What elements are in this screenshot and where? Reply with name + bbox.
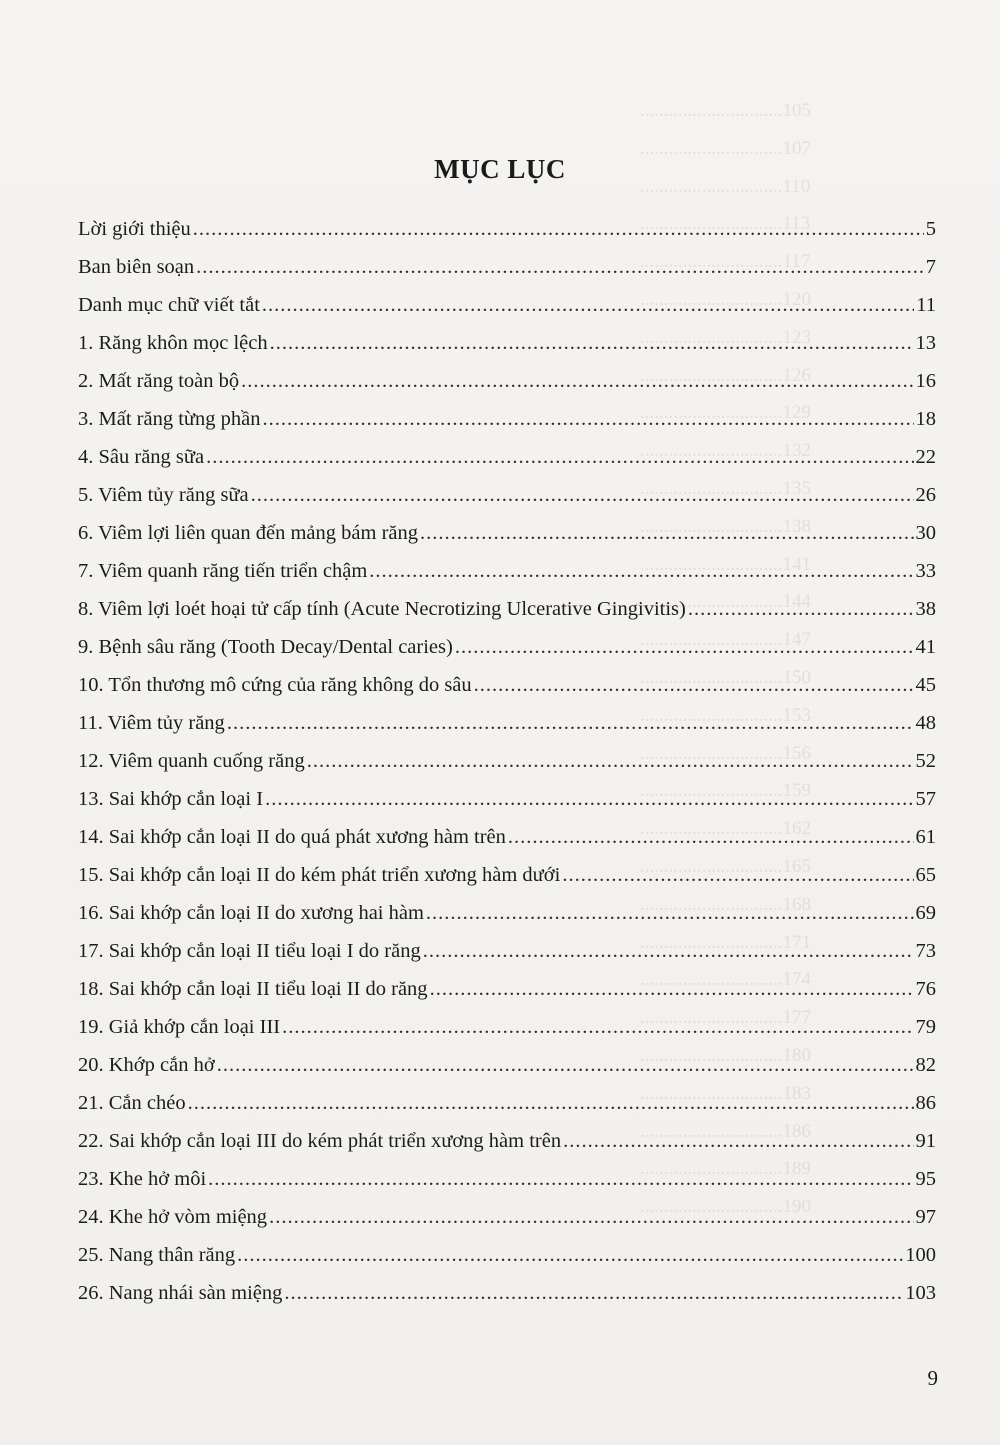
toc-entry-title: Danh mục chữ viết tắt	[78, 294, 260, 316]
toc-entry[interactable]	[78, 1092, 936, 1130]
page-title: MỤC LỤC	[434, 154, 566, 185]
toc-entry-page: 86	[915, 1092, 936, 1114]
toc-entry[interactable]	[78, 712, 936, 750]
dot-leader	[420, 522, 913, 545]
toc-entry[interactable]	[78, 1244, 936, 1282]
toc-entry-title: 10. Tổn thương mô cứng của răng không do sâu	[78, 674, 472, 696]
toc-entry-title: 26. Nang nhái sàn miệng	[78, 1282, 283, 1304]
toc-entry-title: 13. Sai khớp cắn loại I	[78, 788, 264, 810]
toc-entry[interactable]	[78, 332, 936, 370]
dot-leader	[474, 674, 914, 697]
toc-entry-page: 48	[915, 712, 936, 734]
dot-leader	[426, 902, 914, 925]
toc-entry-title: 6. Viêm lợi liên quan đến mảng bám răng	[78, 522, 419, 544]
toc-entry[interactable]	[78, 636, 936, 674]
toc-entry-title: 5. Viêm tủy răng sữa	[78, 484, 249, 506]
dot-leader	[562, 864, 913, 887]
toc-entry-title: 25. Nang thân răng	[78, 1244, 236, 1266]
toc-entry-title: 7. Viêm quanh răng tiến triển chậm	[78, 560, 368, 582]
toc-entry[interactable]	[78, 522, 936, 560]
dot-leader	[455, 636, 914, 659]
dot-leader	[237, 1244, 903, 1267]
toc-entry-title: 17. Sai khớp cắn loại II tiểu loại I do răng	[78, 940, 421, 962]
dot-leader	[227, 712, 914, 735]
toc-entry-title: 15. Sai khớp cắn loại II do kém phát triển xương hàm dưới	[78, 864, 561, 886]
toc-entry-page: 26	[915, 484, 936, 506]
toc-entry-page: 22	[915, 446, 936, 468]
dot-leader	[208, 1168, 913, 1191]
toc-entry[interactable]	[78, 218, 936, 256]
toc-entry[interactable]	[78, 598, 936, 636]
toc-entry[interactable]	[78, 788, 936, 826]
toc-entry-page: 18	[915, 408, 936, 430]
dot-leader	[265, 788, 913, 811]
toc-entry[interactable]	[78, 294, 936, 332]
toc-entry[interactable]	[78, 750, 936, 788]
toc-entry-title: 8. Viêm lợi loét hoại tử cấp tính (Acute Necrotizing Ulcerative Gingivitis)	[78, 598, 686, 620]
toc-entry-page: 69	[915, 902, 936, 924]
toc-entry-page: 100	[905, 1244, 936, 1266]
toc-entry-title: 16. Sai khớp cắn loại II do xương hai hàm	[78, 902, 424, 924]
dot-leader	[251, 484, 914, 507]
toc-entry-page: 97	[915, 1206, 936, 1228]
table-of-contents	[78, 218, 936, 1320]
toc-entry-title: 23. Khe hở môi	[78, 1168, 207, 1190]
dot-leader	[241, 370, 913, 393]
toc-entry-page: 13	[915, 332, 936, 354]
dot-leader	[688, 598, 914, 621]
toc-entry-page: 82	[915, 1054, 936, 1076]
toc-entry-title: 12. Viêm quanh cuống răng	[78, 750, 305, 772]
dot-leader	[430, 978, 914, 1001]
toc-entry-page: 65	[915, 864, 936, 886]
dot-leader	[193, 218, 924, 241]
toc-entry-title: 4. Sâu răng sữa	[78, 446, 205, 468]
toc-entry-page: 33	[915, 560, 936, 582]
dot-leader	[563, 1130, 913, 1153]
dot-leader	[206, 446, 913, 469]
dot-leader	[217, 1054, 914, 1077]
toc-entry-page: 11	[916, 294, 936, 316]
toc-entry-page: 41	[915, 636, 936, 658]
dot-leader	[423, 940, 914, 963]
toc-entry[interactable]	[78, 1054, 936, 1092]
toc-entry-page: 7	[925, 256, 936, 278]
toc-entry[interactable]	[78, 408, 936, 446]
toc-entry[interactable]	[78, 826, 936, 864]
toc-entry[interactable]	[78, 256, 936, 294]
toc-entry[interactable]	[78, 864, 936, 902]
toc-entry[interactable]	[78, 560, 936, 598]
show-through-text: ..............................105 ..............................107 ..............................110 ..............................113 ..............................117 ..............................120 ..............................123 ..............................126 ..............................129 ..............................132 ..............................135 ..............................138 ..............................141 ..............................144 ..............................147 ..............................150 ..............................153 ..............................156 ..............................159 ..............................162 ..............................165 ..............................168 ..............................171 ..............................174 ..............................177 ..............................180 ..............................183 ..............................186 ..............................189 ..............................190	[640, 100, 811, 1218]
toc-entry-title: 9. Bệnh sâu răng (Tooth Decay/Dental caries)	[78, 636, 453, 658]
toc-entry-title: 19. Giả khớp cắn loại III	[78, 1016, 281, 1038]
toc-entry-page: 16	[915, 370, 936, 392]
toc-entry-page: 45	[915, 674, 936, 696]
page-number: 9	[927, 1366, 938, 1390]
toc-entry[interactable]	[78, 1168, 936, 1206]
toc-entry[interactable]	[78, 446, 936, 484]
toc-entry-title: 18. Sai khớp cắn loại II tiểu loại II do răng	[78, 978, 428, 1000]
toc-entry-page: 30	[915, 522, 936, 544]
dot-leader	[284, 1282, 903, 1305]
dot-leader	[307, 750, 914, 773]
toc-entry[interactable]	[78, 484, 936, 522]
toc-entry-page: 61	[915, 826, 936, 848]
toc-entry-page: 5	[925, 218, 936, 240]
toc-entry[interactable]	[78, 1282, 936, 1320]
toc-entry-page: 95	[915, 1168, 936, 1190]
toc-entry-title: 22. Sai khớp cắn loại III do kém phát triển xương hàm trên	[78, 1130, 562, 1152]
toc-entry-title: 24. Khe hở vòm miệng	[78, 1206, 268, 1228]
toc-entry[interactable]	[78, 902, 936, 940]
toc-entry[interactable]	[78, 370, 936, 408]
dot-leader	[196, 256, 924, 279]
dot-leader	[262, 294, 914, 317]
toc-entry-page: 76	[915, 978, 936, 1000]
toc-entry[interactable]	[78, 1016, 936, 1054]
toc-entry[interactable]	[78, 1206, 936, 1244]
toc-entry[interactable]	[78, 674, 936, 712]
toc-entry-title: 1. Răng khôn mọc lệch	[78, 332, 268, 354]
toc-entry-page: 38	[915, 598, 936, 620]
toc-entry-title: 14. Sai khớp cắn loại II do quá phát xương hàm trên	[78, 826, 506, 848]
toc-entry-title: Ban biên soạn	[78, 256, 195, 278]
dot-leader	[270, 332, 914, 355]
toc-entry-title: Lời giới thiệu	[78, 218, 191, 240]
dot-leader	[282, 1016, 913, 1039]
dot-leader	[188, 1092, 914, 1115]
toc-entry-page: 57	[915, 788, 936, 810]
toc-entry-title: 3. Mất răng từng phần	[78, 408, 261, 430]
toc-entry-page: 91	[915, 1130, 936, 1152]
dot-leader	[262, 408, 913, 431]
toc-entry-title: 11. Viêm tủy răng	[78, 712, 225, 734]
dot-leader	[508, 826, 914, 849]
toc-entry-title: 21. Cắn chéo	[78, 1092, 186, 1114]
dot-leader	[269, 1206, 913, 1229]
toc-entry-page: 73	[915, 940, 936, 962]
toc-entry-title: 20. Khớp cắn hở	[78, 1054, 215, 1076]
toc-entry-page: 79	[915, 1016, 936, 1038]
toc-entry[interactable]	[78, 978, 936, 1016]
toc-entry-page: 103	[905, 1282, 936, 1304]
toc-entry[interactable]	[78, 940, 936, 978]
dot-leader	[369, 560, 913, 583]
toc-entry-page: 52	[915, 750, 936, 772]
toc-entry[interactable]	[78, 1130, 936, 1168]
toc-entry-title: 2. Mất răng toàn bộ	[78, 370, 240, 392]
